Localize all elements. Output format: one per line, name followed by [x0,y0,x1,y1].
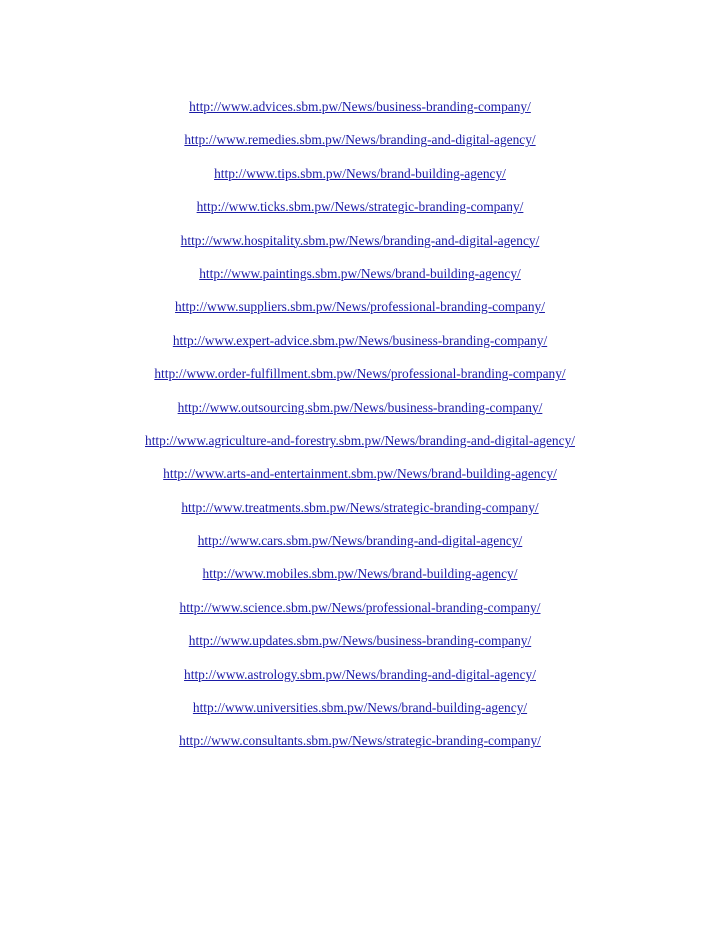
list-item [0,598,720,631]
url-link[interactable]: http://www.remedies.sbm.pw/News/branding-and-digital-agency/ [184,132,536,148]
url-link[interactable]: http://www.updates.sbm.pw/News/business-branding-company/ [188,633,532,649]
list-item [0,431,720,464]
url-link[interactable]: http://www.ticks.sbm.pw/News/strategic-branding-company/ [196,199,524,215]
url-link[interactable]: http://www.cars.sbm.pw/News/branding-and-digital-agency/ [197,533,523,549]
list-item [0,665,720,698]
url-link[interactable]: http://www.universities.sbm.pw/News/brand-building-agency/ [192,700,528,716]
url-link[interactable]: http://www.astrology.sbm.pw/News/branding-and-digital-agency/ [184,666,536,682]
url-link[interactable]: http://www.science.sbm.pw/News/professional-branding-company/ [179,599,541,615]
url-link[interactable]: http://www.arts-and-entertainment.sbm.pw/News/brand-building-agency/ [163,466,557,482]
url-link[interactable]: http://www.expert-advice.sbm.pw/News/business-branding-company/ [172,332,548,348]
url-link[interactable]: http://www.suppliers.sbm.pw/News/professional-branding-company/ [175,299,545,315]
url-link[interactable]: http://www.agriculture-and-forestry.sbm.pw/News/branding-and-digital-agency/ [145,432,575,448]
list-item [0,297,720,330]
list-item [0,564,720,597]
url-link[interactable]: http://www.order-fulfillment.sbm.pw/News/professional-branding-company/ [154,366,566,382]
url-link[interactable]: http://www.paintings.sbm.pw/News/brand-building-agency/ [199,265,521,281]
list-item [0,97,720,130]
list-item [0,197,720,230]
list-item [0,464,720,497]
list-item [0,231,720,264]
list-item [0,130,720,163]
list-item [0,698,720,731]
list-item [0,731,720,764]
url-link[interactable]: http://www.mobiles.sbm.pw/News/brand-building-agency/ [202,566,518,582]
url-link[interactable]: http://www.treatments.sbm.pw/News/strategic-branding-company/ [181,499,539,515]
list-item [0,631,720,664]
link-list [0,97,720,765]
list-item [0,331,720,364]
url-link[interactable]: http://www.outsourcing.sbm.pw/News/business-branding-company/ [177,399,543,415]
list-item [0,264,720,297]
url-link[interactable]: http://www.consultants.sbm.pw/News/strategic-branding-company/ [179,733,541,749]
url-link[interactable]: http://www.tips.sbm.pw/News/brand-building-agency/ [214,165,506,181]
url-link[interactable]: http://www.hospitality.sbm.pw/News/branding-and-digital-agency/ [180,232,540,248]
list-item [0,498,720,531]
url-link[interactable]: http://www.advices.sbm.pw/News/business-branding-company/ [189,99,531,114]
list-item [0,164,720,197]
list-item [0,364,720,397]
list-item [0,398,720,431]
list-item [0,531,720,564]
